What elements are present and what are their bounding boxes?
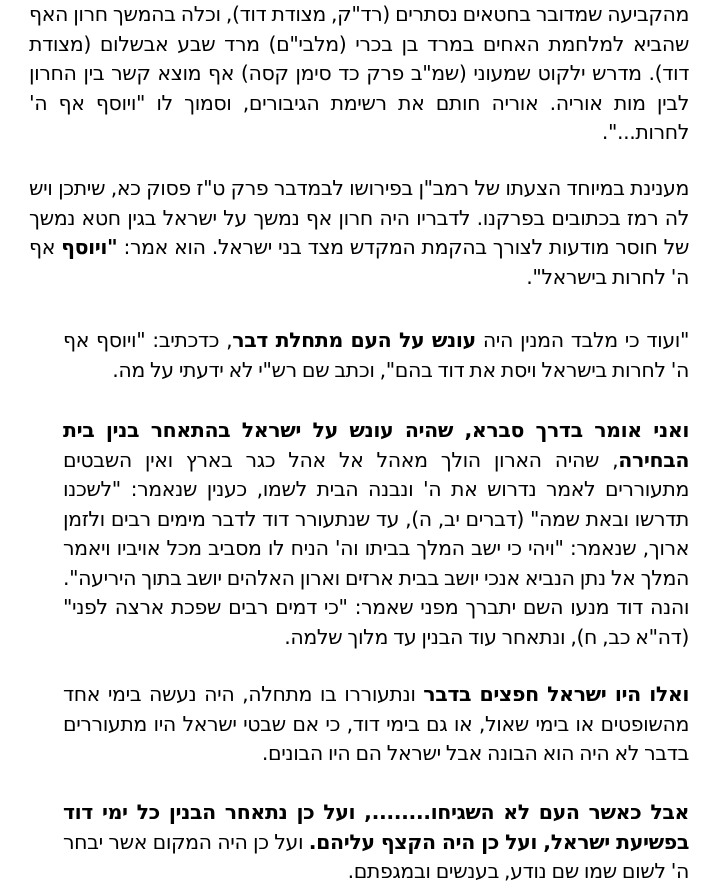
paragraph-commentary-sources [29,0,689,148]
bold-phrase: עונש על העם מתחלת דבר [232,328,476,352]
bold-phrase: אבל כאשר העם לא השגיחו........, ועל כן נתאחר הבנין כל ימי דוד בפשיעת ישראל, ועל כן היה הקצף עליהם. [63,800,689,854]
quote-text: ועל כן היה המקום אשר יבחר ה' לשום שמו שם נודע, בענשים ובמגפתם. [63,829,689,883]
quote-text: , שהיה הארון הולך מאהל אל אהל כגר בארץ ואין השבטים מתעוררים לאמר נדרוש את ה' ונבנה הבית לשמו, כענין שנאמר: "לשכנו תדרשו ובאת שמה" (דברים יב, ה), עד שנתעורר דוד לדבר מימים רבים ולזמן ארוך, שנאמר: "ויהי כי ישב המלך בביתו וה' הניח לו מסביב מכל אויביו ויאמר המלך אל נתן הנביא אנכי יושב בבית ארזים וארון האלהים יושב בתוך היריעה". והנה דוד מנעו השם יתברך מפני שאמר: "כי דמים רבים שפכת ארצה לפני" (דה"א כב, ח), ונתאחר עוד הבנין עד מלוך שלמה. [63,447,689,649]
bold-phrase: ואני אומר בדרך סברא, שהיה עונש על ישראל בהתאחר בנין בית הבחירה [63,418,689,472]
quote-text-end: , כדכתיב: "ויוסף אף ה' לחרות בישראל ויסת את דוד בהם", וכתב שם רש"י לא ידעתי על מה. [63,328,689,382]
quote-ramban-opening [63,326,689,385]
quote-ramban-if-israel [63,680,689,769]
bold-quote-word: "ויוסף [61,235,118,259]
paragraph-text: מהקביעה שמדובר בחטאים נסתרים (רד"ק, מצודת דוד), וכלה בהמשך חרון האף שהביא למלחמת האחים במרד בן בכרי (מלבי"ם) מרד שבע אבשלום (מצודת דוד). מדרש ילקוט שמעוני (שמ"ב פרק כד סימן קסה) אף מוצא קשר בין החרון לבין מות אוריה. אוריה חותם את רשימת הגיבורים, וסמוך לו "ויוסף אף ה' לחרות...". [29,2,689,144]
quote-ramban-conclusion [63,798,689,887]
quote-ramban-reasoning [63,416,689,652]
paragraph-text-end: אף ה' לחרות בישראל". [29,235,689,289]
quote-text: "ועוד כי מלבד המנין היה [482,328,689,352]
paragraph-ramban-intro [29,174,689,292]
paragraph-text: מענינת במיוחד הצעתו של רמב"ן בפירושו לבמדבר פרק ט"ז פסוק כא, שיתכן ויש לה רמז בכתובים בפרקנו. לדבריו היה חרון אף נמשך על ישראל בגין חטא נמשך של חוסר מודעות לצורך בהקמת המקדש מצד בני ישראל. הוא אמר: [29,176,689,259]
quote-text: ונתעוררו בו מתחלה, היה נעשה בימי אחד מהשופטים או בימי שאול, או גם בימי דוד, כי אם שבטי ישראל היו מתעוררים בדבר לא היה הוא הבונה אבל ישראל הם היו הבונים. [63,682,689,765]
bold-phrase: ואלו היו ישראל חפצים בדבר [423,682,690,706]
